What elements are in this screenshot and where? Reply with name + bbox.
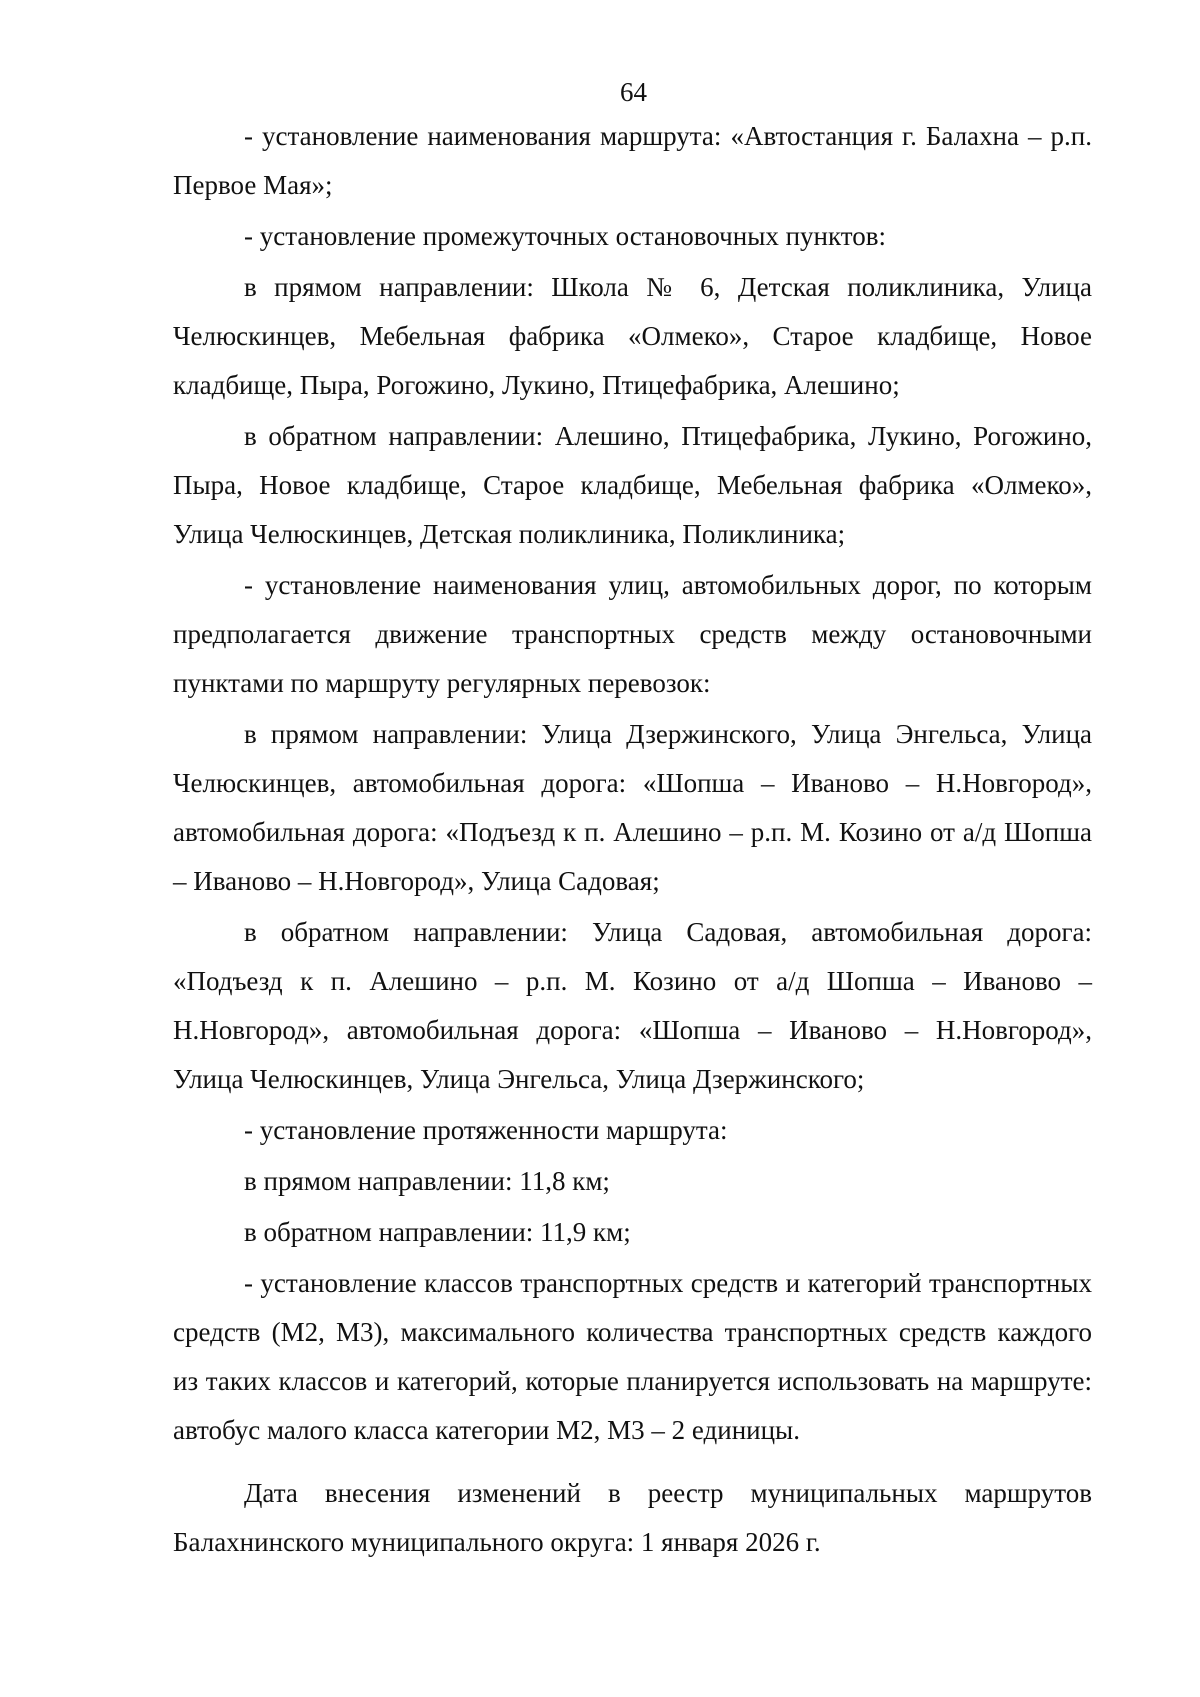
paragraph-length-heading: - установление протяженности маршрута: [244, 1115, 728, 1145]
paragraph-stops-backward: в обратном направлении: Алешино, Птицефабрика, Лукино, Рогожино, Пыра, Новое кладбище, Старое кладбище, Мебельная фабрика «Олмеко», Улица Челюскинцев, Детская поликлиника, Поликлиника; [173, 421, 1092, 549]
paragraph-length-forward: в прямом направлении: 11,8 км; [244, 1166, 610, 1196]
paragraph-vehicle-classes: - установление классов транспортных средств и категорий транспортных средств (М2, М3), максимального количества транспортных средств каждого из таких классов и категорий, которые планируется использовать на маршруте: автобус малого класса категории М2, М3 – 2 единицы. [173, 1268, 1092, 1445]
paragraph-streets-forward: в прямом направлении: Улица Дзержинского, Улица Энгельса, Улица Челюскинцев, автомобильная дорога: «Шопша – Иваново – Н.Новгород», автомобильная дорога: «Подъезд к п. Алешино – р.п. М. Козино от а/д Шопша – Иваново – Н.Новгород», Улица Садовая; [173, 719, 1092, 896]
paragraph-registry-date: Дата внесения изменений в реестр муниципальных маршрутов Балахнинского муниципального округа: 1 января 2026 г. [173, 1478, 1092, 1557]
paragraph-streets-heading: - установление наименования улиц, автомобильных дорог, по которым предполагается движение транспортных средств между остановочными пунктами по маршруту регулярных перевозок: [173, 570, 1092, 698]
paragraph-stops-forward: в прямом направлении: Школа № 6, Детская поликлиника, Улица Челюскинцев, Мебельная фабрика «Олмеко», Старое кладбище, Новое кладбище, Пыра, Рогожино, Лукино, Птицефабрика, Алешино; [173, 272, 1092, 400]
paragraph-length-backward: в обратном направлении: 11,9 км; [244, 1217, 631, 1247]
document-body [173, 112, 1092, 1567]
paragraph-streets-backward: в обратном направлении: Улица Садовая, автомобильная дорога: «Подъезд к п. Алешино – р.п. М. Козино от а/д Шопша – Иваново – Н.Новгород», автомобильная дорога: «Шопша – Иваново – Н.Новгород», Улица Челюскинцев, Улица Энгельса, Улица Дзержинского; [173, 917, 1092, 1094]
page-number: 64 [620, 77, 647, 107]
paragraph-stops-heading: - установление промежуточных остановочных пунктов: [244, 221, 886, 251]
paragraph-route-name: - установление наименования маршрута: «Автостанция г. Балахна – р.п. Первое Мая»; [173, 121, 1092, 200]
